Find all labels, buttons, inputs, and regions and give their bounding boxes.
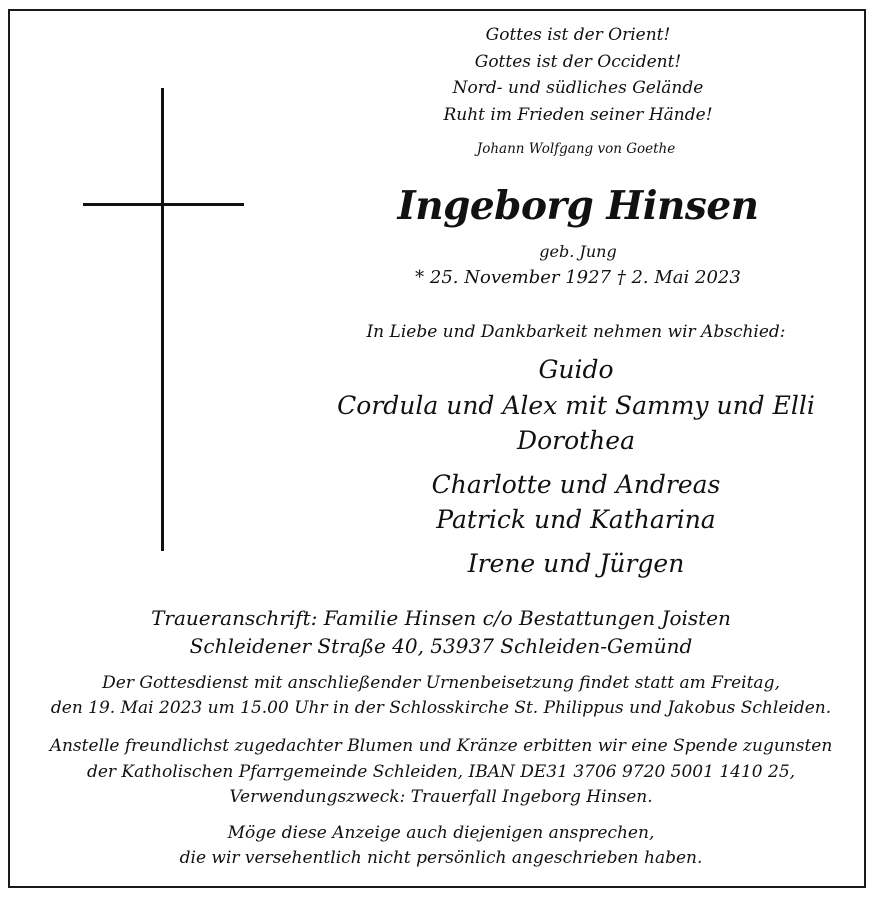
mourner-line: Charlotte und Andreas [431, 470, 721, 499]
farewell-intro: In Liebe und Dankbarkeit nehmen wir Abschied: [366, 322, 786, 342]
mourner-line: Patrick und Katharina [436, 505, 716, 534]
donation-line: Anstelle freundlichst zugedachter Blumen und Kränze erbitten wir eine Spende zugunsten [49, 736, 833, 756]
poem-author: Johann Wolfgang von Goethe [476, 141, 676, 157]
service-line: Der Gottesdienst mit anschließender Urnenbeisetzung findet statt am Freitag, [102, 673, 780, 693]
deceased-name: Ingeborg Hinsen [397, 183, 759, 229]
address-line: Schleidener Straße 40, 53937 Schleiden-Gemünd [189, 634, 693, 658]
donation-line: Verwendungszweck: Trauerfall Ingeborg Hinsen. [229, 787, 653, 807]
poem-line: Nord- und südliches Gelände [452, 78, 704, 98]
closing-line: Möge diese Anzeige auch diejenigen ansprechen, [227, 823, 655, 843]
mourner-line: Cordula und Alex mit Sammy und Elli [337, 391, 815, 420]
donation-line: der Katholischen Pfarrgemeinde Schleiden, IBAN DE31 3706 9720 5001 1410 25, [86, 762, 796, 782]
poem-line: Gottes ist der Occident! [474, 52, 682, 72]
service-line: den 19. Mai 2023 um 15.00 Uhr in der Schlosskirche St. Philippus und Jakobus Schleiden. [50, 698, 832, 718]
mourner-line: Dorothea [517, 426, 635, 455]
poem-line: Ruht im Frieden seiner Hände! [443, 105, 713, 125]
closing-line: die wir versehentlich nicht persönlich angeschrieben haben. [179, 848, 703, 868]
birth-name: geb. Jung [539, 242, 617, 261]
address-line: Traueranschrift: Familie Hinsen c/o Bestattungen Joisten [151, 606, 731, 630]
cross-horizontal-bar [83, 203, 244, 206]
cross-vertical-bar [161, 88, 164, 551]
life-dates: * 25. November 1927 † 2. Mai 2023 [415, 267, 741, 288]
mourner-line: Guido [538, 355, 614, 384]
poem-line: Gottes ist der Orient! [485, 25, 671, 45]
notice-border [8, 9, 866, 888]
mourner-line: Irene und Jürgen [467, 549, 685, 578]
